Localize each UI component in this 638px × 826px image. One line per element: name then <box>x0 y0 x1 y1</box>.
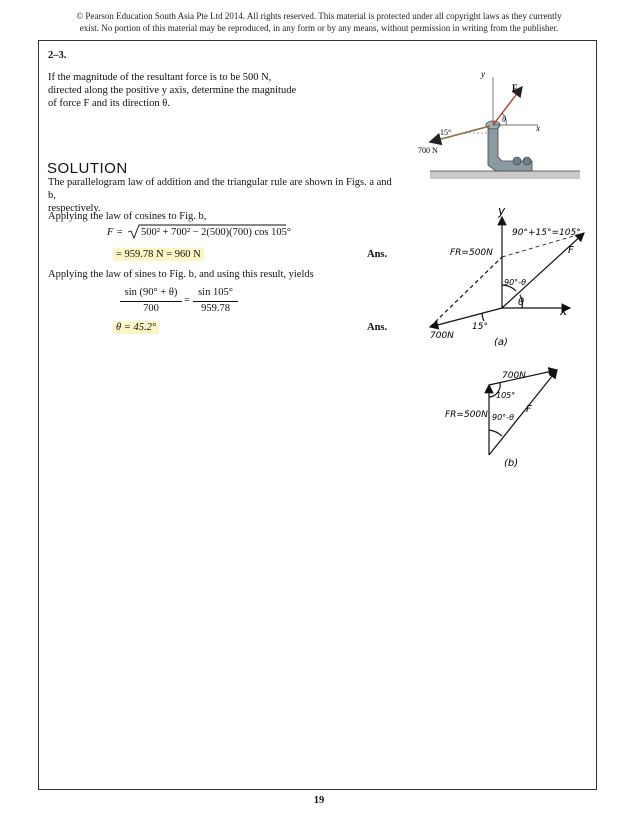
fig-b-f-label: F <box>526 404 532 415</box>
figure-a <box>420 205 595 355</box>
force-700-label: 700 N <box>418 146 438 155</box>
ans-label-1: Ans. <box>367 249 388 260</box>
x-axis-label: x <box>536 123 540 133</box>
intro-line-2: respectively. <box>48 203 101 214</box>
fig-a-f-label: F <box>568 245 574 256</box>
frac1-line <box>120 301 182 302</box>
eq1-rhs: 500² + 700² − 2(500)(700) cos 105° <box>141 227 292 238</box>
fig-a-force: 700N <box>430 331 454 341</box>
frac1-numerator: sin (90° + θ) <box>124 287 178 298</box>
fig-a-theta: θ <box>518 297 525 308</box>
fig-b-force: 700N <box>502 371 526 381</box>
sines-text: Applying the law of sines to Fig. b, and using this result, yields <box>48 269 314 280</box>
solution-title: SOLUTION <box>47 160 128 177</box>
frac2-numerator: sin 105° <box>198 287 233 298</box>
problem-statement <box>48 71 298 110</box>
fig-a-angle-top: 90°+15°=105° <box>512 228 581 238</box>
f-label: F <box>512 83 518 93</box>
fig-b-caption: (b) <box>504 458 519 469</box>
problem-number: 2–3. <box>48 50 67 61</box>
cosines-text: Applying the law of cosines to Fig. b, <box>48 211 207 222</box>
angle-15-label: 15° <box>440 128 452 137</box>
theta-label: θ <box>502 115 506 124</box>
problem-line-2: directed along the positive y axis, determine the magnitude <box>48 85 297 96</box>
frac2-line <box>193 301 238 302</box>
problem-figure <box>410 65 580 180</box>
fig-a-caption: (a) <box>494 337 508 348</box>
frac2-denominator: 959.78 <box>201 303 230 314</box>
fig-a-x-label: x <box>560 304 568 318</box>
fig-a-angle-15: 15° <box>472 322 488 332</box>
fig-b-angle: 105° <box>496 391 516 400</box>
copyright-line-1: © Pearson Education South Asia Pte Ltd 2014. All rights reserved. This material is protected under all copyright laws as they currently <box>76 11 562 21</box>
problem-line-3: of force F and its direction θ. <box>48 98 170 109</box>
fig-a-y-label: y <box>498 204 506 218</box>
equals-sign: = <box>184 295 190 306</box>
eq2-result: = 959.78 N = 960 N <box>113 248 204 261</box>
intro-line-1: The parallelogram law of addition and the triangular rule are shown in Figs. a and b, <box>48 177 392 201</box>
fig-a-angle-mid: 90°-θ <box>504 278 526 287</box>
force-700-arrow <box>430 126 490 142</box>
page-number: 19 <box>313 795 325 806</box>
fig-b-angle2: 90°-θ <box>492 413 514 422</box>
figure-b <box>440 360 580 470</box>
problem-line-1: If the magnitude of the resultant force is to be 500 N, <box>48 72 272 83</box>
force-f-arrow <box>493 87 522 125</box>
fig-b-fr: FR=500N <box>445 410 488 420</box>
fig-a-fr-label: FR=500N <box>450 248 493 258</box>
frac1-denominator: 700 <box>143 303 159 314</box>
eq1-lhs: F = <box>107 227 124 238</box>
eq3-result: θ = 45.2° <box>113 321 159 334</box>
copyright-line-2: exist. No portion of this material may be reproduced, in any form or by any means, without permission in writing from the publisher. <box>79 23 559 33</box>
y-axis-label: y <box>481 69 485 79</box>
ans-label-2: Ans. <box>367 322 388 333</box>
copyright-notice <box>40 10 598 34</box>
